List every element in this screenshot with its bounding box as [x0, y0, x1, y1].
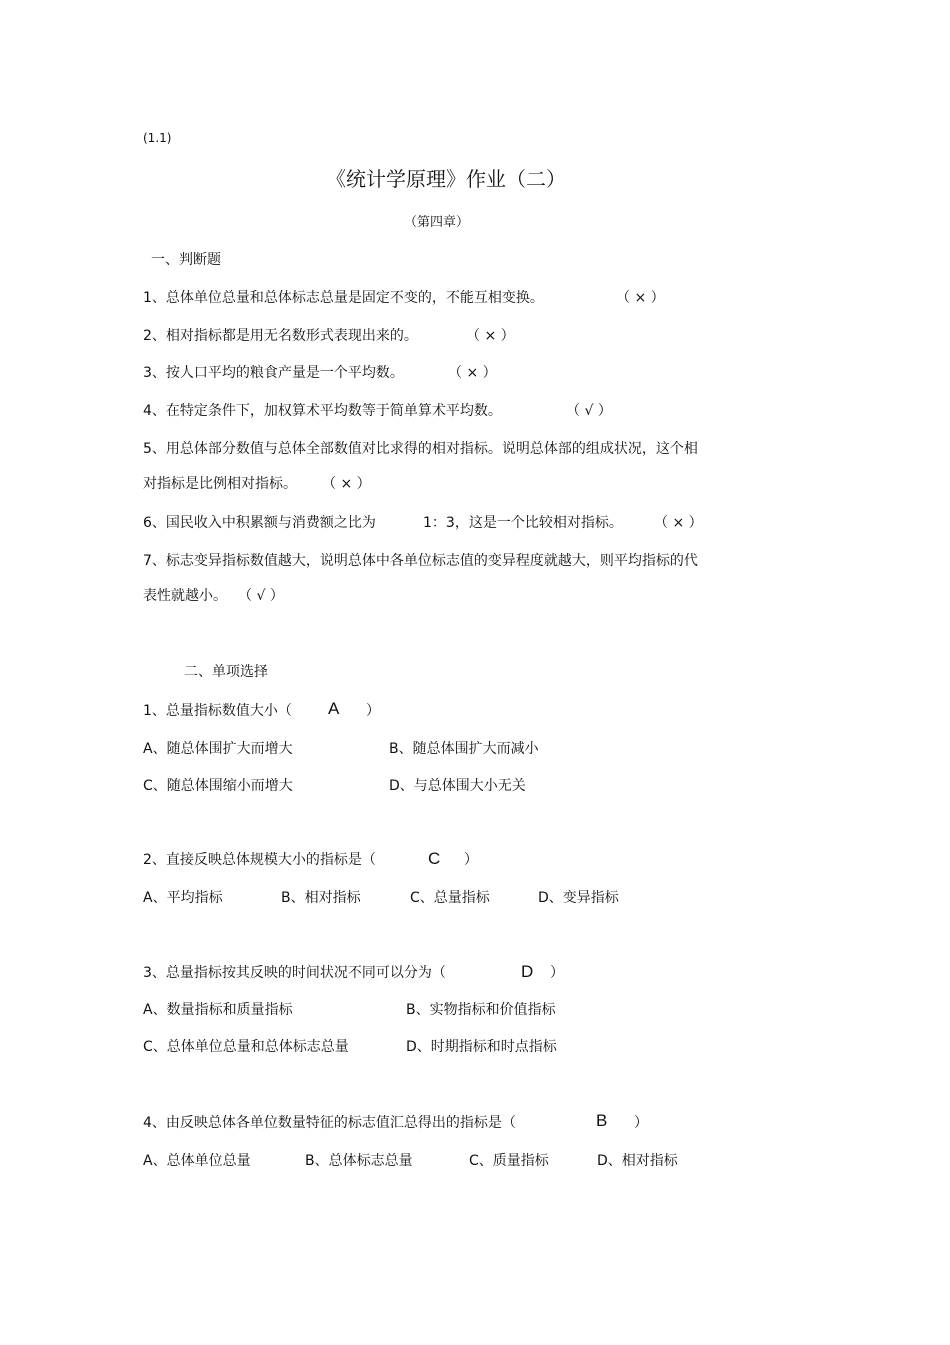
judgment-item-5: 5、用总体部分数值与总体全部数值对比求得的相对指标。说明总体部的组成状况，这个相	[143, 441, 698, 457]
judgment-mark-6: （ × ）	[654, 515, 703, 531]
question-2-option-a: A、平均指标	[143, 890, 223, 906]
question-3-stem: 3、总量指标按其反映的时间状况不同可以分为（	[143, 965, 446, 981]
judgment-mark-7: （ √ ）	[238, 588, 284, 604]
question-4-option-c: C、质量指标	[469, 1153, 549, 1169]
page-title: 《统计学原理》作业（二）	[326, 167, 566, 191]
judgment-item-6: 6、国民收入中积累额与消费额之比为	[143, 515, 376, 531]
question-4-stem: 4、由反映总体各单位数量特征的标志值汇总得出的指标是（	[143, 1115, 516, 1131]
question-4-option-b: B、总体标志总量	[305, 1153, 413, 1169]
question-3-close: ）	[550, 965, 564, 981]
section-heading-single-choice: 二、单项选择	[184, 664, 268, 680]
question-3-answer: D	[521, 962, 534, 981]
judgment-item-6-ratio: 1：3，这是一个比较相对指标。	[423, 515, 623, 531]
judgment-item-5-cont: 对指标是比例相对指标。	[143, 476, 297, 492]
judgment-mark-2: （ × ）	[466, 328, 515, 344]
judgment-item-1: 1、总体单位总量和总体标志总量是固定不变的，不能互相变换。	[143, 290, 544, 306]
page-number: (1.1)	[143, 131, 172, 145]
question-1-option-a: A、随总体围扩大而增大	[143, 741, 293, 757]
question-2-option-d: D、变异指标	[538, 890, 619, 906]
page-subtitle: （第四章）	[404, 215, 470, 230]
question-3-option-d: D、时期指标和时点指标	[406, 1039, 557, 1055]
question-3-option-c: C、总体单位总量和总体标志总量	[143, 1039, 349, 1055]
question-1-option-c: C、随总体围缩小而增大	[143, 778, 293, 794]
section-heading-judgment: 一、判断题	[151, 252, 221, 268]
question-2-option-c: C、总量指标	[410, 890, 490, 906]
judgment-item-4: 4、在特定条件下，加权算术平均数等于简单算术平均数。	[143, 403, 502, 419]
question-1-close: ）	[366, 703, 380, 719]
question-4-option-d: D、相对指标	[597, 1153, 678, 1169]
question-3-option-a: A、数量指标和质量指标	[143, 1002, 293, 1018]
judgment-mark-1: （ × ）	[616, 290, 665, 306]
judgment-mark-5: （ × ）	[322, 476, 371, 492]
question-1-option-d: D、与总体围大小无关	[389, 778, 526, 794]
question-2-stem: 2、直接反映总体规模大小的指标是（	[143, 852, 376, 868]
judgment-item-7-cont: 表性就越小。	[143, 588, 227, 604]
question-1-stem: 1、总量指标数值大小（	[143, 703, 292, 719]
question-4-option-a: A、总体单位总量	[143, 1153, 251, 1169]
question-2-option-b: B、相对指标	[281, 890, 361, 906]
question-2-answer: C	[428, 849, 441, 868]
question-4-close: ）	[634, 1115, 648, 1131]
judgment-item-3: 3、按人口平均的粮食产量是一个平均数。	[143, 365, 404, 381]
judgment-item-2: 2、相对指标都是用无名数形式表现出来的。	[143, 328, 418, 344]
question-1-option-b: B、随总体围扩大而减小	[389, 741, 539, 757]
question-3-option-b: B、实物指标和价值指标	[406, 1002, 556, 1018]
question-1-answer: A	[328, 699, 340, 718]
judgment-mark-4: （ √ ）	[566, 403, 612, 419]
question-2-close: ）	[464, 852, 478, 868]
question-4-answer: B	[596, 1111, 608, 1130]
judgment-mark-3: （ × ）	[448, 365, 497, 381]
judgment-item-7: 7、标志变异指标数值越大，说明总体中各单位标志值的变异程度就越大，则平均指标的代	[143, 553, 698, 569]
